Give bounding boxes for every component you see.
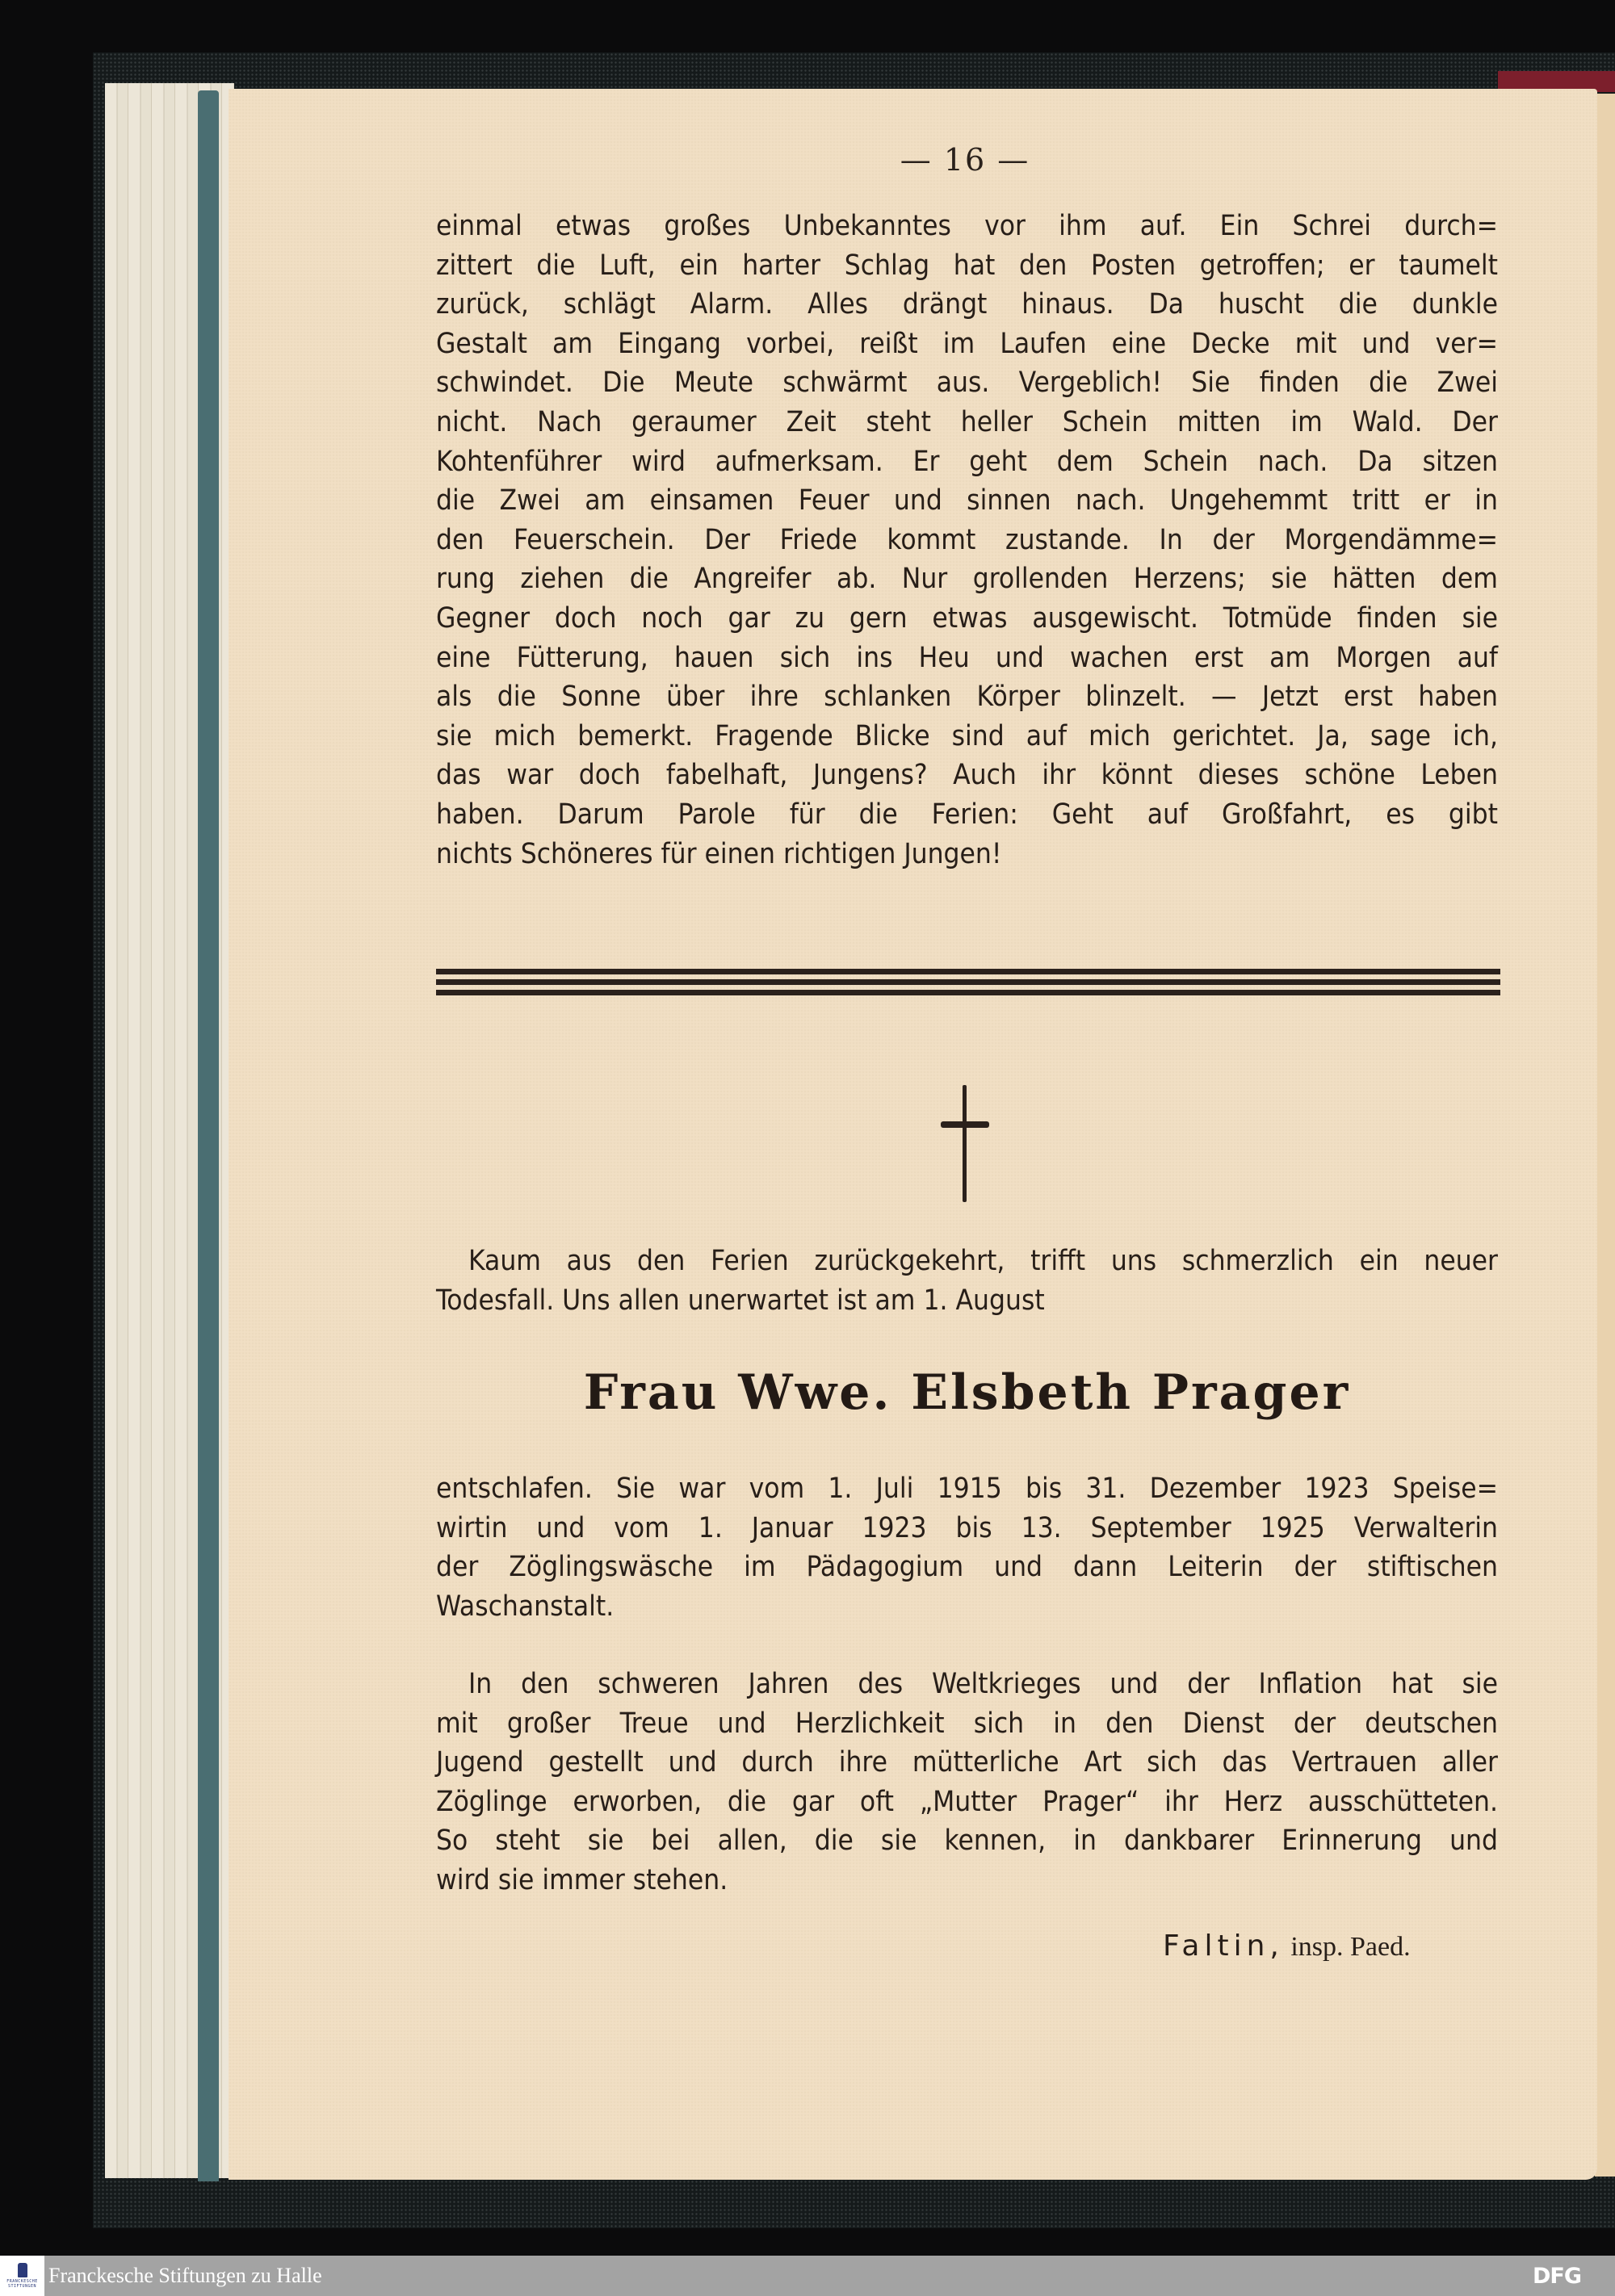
text-line: mit großer Treue und Herzlichkeit sich in den Dienst der deutschen bbox=[436, 1707, 1498, 1740]
text-line: wird sie immer stehen. bbox=[436, 1863, 728, 1896]
page-number: — 16 — bbox=[900, 142, 1030, 178]
page-right-edge bbox=[1595, 94, 1615, 2177]
institution-name: Franckesche Stiftungen zu Halle bbox=[48, 2264, 322, 2287]
text-line: Todesfall. Uns allen unerwartet ist am 1. August bbox=[436, 1284, 1045, 1317]
teal-page-band bbox=[198, 90, 219, 2181]
story-paragraph bbox=[436, 207, 1498, 874]
text-line: die Zwei am einsamen Feuer und sinnen nach. Ungehemmt tritt er in bbox=[436, 484, 1498, 517]
cross-icon-vertical bbox=[963, 1085, 967, 1202]
text-line: haben. Darum Parole für die Ferien: Geht auf Großfahrt, es gibt bbox=[436, 798, 1498, 831]
text-line: sie mich bemerkt. Fragende Blicke sind auf mich gerichtet. Ja, sage ich, bbox=[436, 719, 1498, 752]
text-line: So steht sie bei allen, die sie kennen, in dankbarer Erinnerung und bbox=[436, 1825, 1498, 1858]
text-line: das war doch fabelhaft, Jungens? Auch ihr könnt dieses schöne Leben bbox=[436, 759, 1498, 792]
text-line: entschlafen. Sie war vom 1. Juli 1915 bis 31. Dezember 1923 Speise= bbox=[436, 1473, 1498, 1505]
text-line: eine Fütterung, hauen sich ins Heu und wachen erst am Morgen auf bbox=[436, 641, 1498, 674]
text-line: Waschanstalt. bbox=[436, 1590, 615, 1623]
text-line: Gegner doch noch gar zu gern etwas ausgewischt. Totmüde finden sie bbox=[436, 601, 1498, 635]
signature-name: Faltin, bbox=[1163, 1929, 1284, 1963]
text-line: rung ziehen die Angreifer ab. Nur grollenden Herzens; sie hätten dem bbox=[436, 563, 1498, 596]
footer-bar bbox=[0, 2256, 1615, 2296]
text-line: nicht. Nach geraumer Zeit steht heller Schein mitten im Wald. Der bbox=[436, 405, 1498, 438]
text-line: zittert die Luft, ein harter Schlag hat den Posten getroffen; er taumelt bbox=[436, 249, 1498, 282]
dfg-logo[interactable]: DFG bbox=[1532, 2264, 1581, 2289]
text-line: schwindet. Die Meute schwärmt aus. Vergeblich! Sie finden die Zwei bbox=[436, 367, 1498, 400]
text-line: Zöglinge erworben, die gar oft „Mutter Prager“ ihr Herz ausschütteten. bbox=[436, 1785, 1498, 1818]
cross-icon-horizontal bbox=[941, 1121, 989, 1128]
deceased-name-heading: Frau Wwe. Elsbeth Prager bbox=[583, 1364, 1351, 1421]
text-line: nichts Schöneres für einen richtigen Jungen! bbox=[436, 837, 1002, 870]
triple-rule-divider bbox=[436, 969, 1500, 1000]
text-line: der Zöglingswäsche im Pädagogium und dann Leiterin der stiftischen bbox=[436, 1551, 1498, 1584]
divider-rule bbox=[436, 990, 1500, 995]
obituary-body-2 bbox=[436, 1665, 1498, 1900]
text-line: Jugend gestellt und durch ihre mütterliche Art sich das Vertrauen aller bbox=[436, 1746, 1498, 1779]
text-line: zurück, schlägt Alarm. Alles drängt hinaus. Da huscht die dunkle bbox=[436, 288, 1498, 321]
divider-rule bbox=[436, 969, 1500, 974]
text-line: den Feuerschein. Der Friede kommt zustande. In der Morgendämme= bbox=[436, 523, 1498, 556]
institution-logo[interactable] bbox=[0, 2256, 44, 2296]
divider-rule bbox=[436, 979, 1500, 985]
signature bbox=[1163, 1929, 1411, 1963]
text-line: Kaum aus den Ferien zurückgekehrt, trifft uns schmerzlich ein neuer bbox=[468, 1245, 1498, 1277]
signature-title: insp. Paed. bbox=[1283, 1932, 1411, 1962]
text-line: Kohtenführer wird aufmerksam. Er geht dem Schein nach. Da sitzen bbox=[436, 445, 1498, 478]
text-line: Gestalt am Eingang vorbei, reißt im Laufen eine Decke mit und ver= bbox=[436, 327, 1498, 360]
text-line: einmal etwas großes Unbekanntes vor ihm auf. Ein Schrei durch= bbox=[436, 210, 1498, 242]
obituary-intro bbox=[436, 1242, 1498, 1320]
text-line: als die Sonne über ihre schlanken Körper blinzelt. — Jetzt erst haben bbox=[436, 681, 1498, 714]
text-line: In den schweren Jahren des Weltkrieges und der Inflation hat sie bbox=[468, 1668, 1498, 1700]
obituary-body-1 bbox=[436, 1469, 1498, 1626]
logo-text-line2: STIFTUNGEN bbox=[7, 2284, 37, 2289]
logo-text-line1: FRANCKESCHE bbox=[6, 2279, 38, 2284]
statue-icon bbox=[18, 2263, 27, 2277]
text-line: wirtin und vom 1. Januar 1923 bis 13. September 1925 Verwalterin bbox=[436, 1511, 1498, 1544]
